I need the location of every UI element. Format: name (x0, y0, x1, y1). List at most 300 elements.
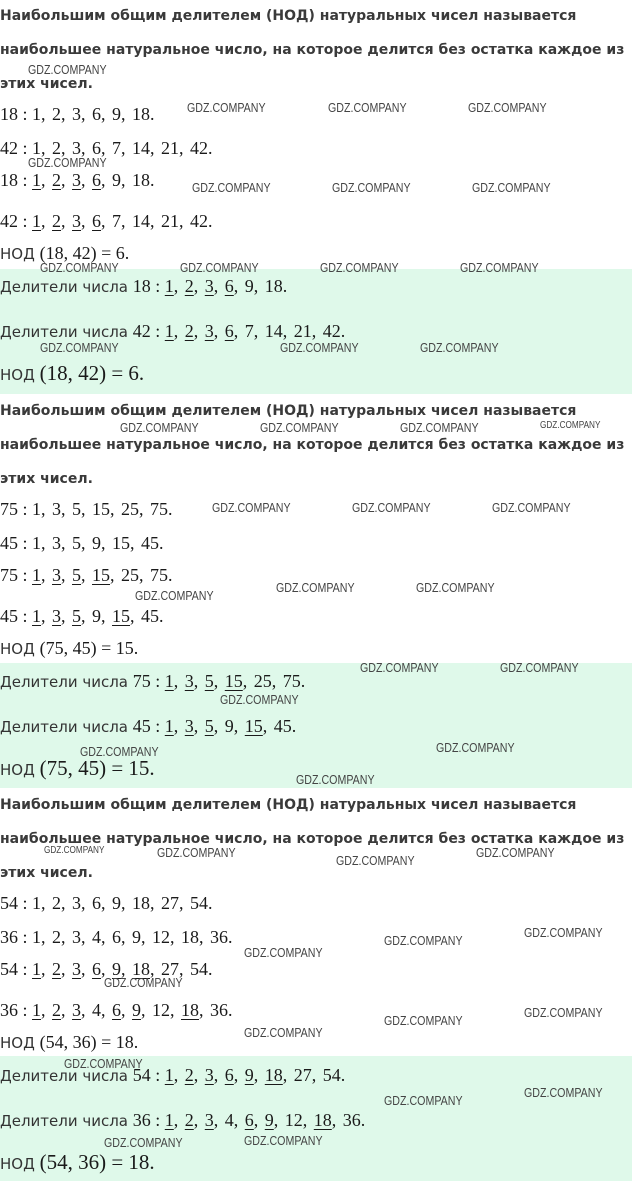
comma: , (121, 104, 131, 124)
common-divisors-a-divisor: 1 (32, 170, 42, 190)
common-divisors-b-divisor: 1 (32, 1000, 42, 1020)
answer-divisors-a-divisor: 1 (164, 671, 174, 691)
comma: , (101, 138, 111, 158)
period: . (159, 606, 164, 626)
comma: , (233, 321, 243, 341)
comma: , (41, 959, 51, 979)
watermark: GDZ.COMPANY (540, 420, 601, 431)
common-divisors-b-divisor: 2 (52, 211, 62, 231)
comma: , (81, 565, 91, 585)
comma: , (81, 170, 91, 190)
period: . (168, 499, 173, 519)
comma: , (253, 276, 263, 296)
answer-divisors-a-divisor: 1 (164, 1065, 174, 1085)
watermark: GDZ.COMPANY (220, 692, 299, 707)
number: 54 : (0, 893, 33, 913)
period: . (228, 1000, 233, 1020)
common-divisors-b-line (0, 1000, 233, 1021)
divisors-a-line (0, 893, 213, 914)
common-divisors-b-line (0, 211, 213, 232)
common-divisors-a-divisor: 1 (32, 959, 42, 979)
divisors-label: Делители числа (0, 1112, 133, 1130)
comma: , (141, 927, 151, 947)
comma: , (253, 1110, 263, 1130)
comma: , (81, 104, 91, 124)
watermark: GDZ.COMPANY (192, 180, 271, 195)
common-divisors-b-divisor: 3 (72, 211, 82, 231)
answer-divisors-b-divisor: 1 (164, 1110, 174, 1130)
divisors-a-divisor: 2 (52, 104, 62, 124)
watermark: GDZ.COMPANY (476, 845, 555, 860)
divisors-a-divisor: 18 (132, 893, 151, 913)
comma: , (173, 321, 183, 341)
comma: , (121, 211, 131, 231)
common-divisors-a-divisor: 9 (112, 959, 122, 979)
divisors-b-divisor: 15 (112, 533, 131, 553)
watermark: GDZ.COMPANY (104, 975, 183, 990)
divisors-b-divisor: 4 (92, 927, 102, 947)
comma: , (150, 211, 160, 231)
divisors-label: Делители числа (0, 1067, 133, 1085)
divisors-a-divisor: 54 (190, 893, 209, 913)
divisors-label: Делители числа (0, 278, 133, 296)
divisors-b-divisor: 18 (181, 927, 200, 947)
watermark: GDZ.COMPANY (135, 588, 214, 603)
comma: , (242, 671, 252, 691)
divisors-a-divisor: 75 (150, 499, 169, 519)
comma: , (253, 1065, 263, 1085)
definition-text: Наибольшим общим делителем (НОД) натуральных чисел называется (0, 403, 577, 419)
watermark: GDZ.COMPANY (260, 420, 339, 435)
watermark: GDZ.COMPANY (524, 925, 603, 940)
common-divisors-a-divisor: 3 (72, 170, 82, 190)
comma: , (139, 499, 149, 519)
answer-divisors-b-divisor: 45 (273, 716, 292, 736)
divisors-b-divisor: 2 (52, 138, 62, 158)
comma: , (150, 959, 160, 979)
comma: , (61, 893, 71, 913)
period: . (340, 321, 346, 341)
number: 42 : (132, 321, 165, 341)
common-divisors-b-divisor: 7 (112, 211, 122, 231)
number: 75 : (0, 565, 33, 585)
comma: , (61, 499, 71, 519)
divisors-b-divisor: 6 (92, 138, 102, 158)
answer-divisors-a-divisor: 2 (184, 1065, 194, 1085)
answer-divisors-a-divisor: 3 (184, 671, 194, 691)
comma: , (101, 104, 111, 124)
answer-divisors-b-divisor: 18 (313, 1110, 332, 1130)
number: 75 : (0, 499, 33, 519)
answer-divisors-b-divisor: 2 (184, 321, 194, 341)
gcd-answer: (54, 36) = 18. (39, 1150, 155, 1174)
number: 75 : (132, 671, 165, 691)
comma: , (179, 893, 189, 913)
divisors-b-divisor: 1 (32, 533, 42, 553)
comma: , (193, 716, 203, 736)
common-divisors-a-divisor: 25 (121, 565, 140, 585)
answer-gcd-line (0, 361, 144, 386)
answer-divisors-b-divisor: 21 (293, 321, 312, 341)
watermark: GDZ.COMPANY (460, 260, 539, 275)
watermark: GDZ.COMPANY (328, 100, 407, 115)
divisors-b-divisor: 1 (32, 138, 42, 158)
common-divisors-b-divisor: 9 (92, 606, 102, 626)
answer-gcd-line (0, 756, 155, 781)
period: . (208, 893, 213, 913)
comma: , (121, 1000, 131, 1020)
answer-divisors-a-divisor: 3 (204, 1065, 214, 1085)
divisors-a-divisor: 3 (52, 499, 62, 519)
answer-divisors-b-divisor: 3 (204, 321, 214, 341)
watermark: GDZ.COMPANY (64, 1056, 143, 1071)
divisors-a-divisor: 3 (72, 893, 82, 913)
watermark: GDZ.COMPANY (40, 260, 119, 275)
answer-divisors-a-divisor: 9 (244, 276, 254, 296)
comma: , (81, 606, 91, 626)
comma: , (130, 606, 140, 626)
divisors-a-divisor: 27 (161, 893, 180, 913)
comma: , (101, 1000, 111, 1020)
comma: , (81, 533, 91, 553)
comma: , (41, 1000, 51, 1020)
comma: , (101, 211, 111, 231)
comma: , (61, 1000, 71, 1020)
common-divisors-a-divisor: 18 (132, 959, 151, 979)
common-divisors-a-divisor: 6 (92, 170, 102, 190)
watermark: GDZ.COMPANY (360, 660, 439, 675)
common-divisors-b-divisor: 36 (210, 1000, 229, 1020)
definition-text: этих чисел. (0, 471, 93, 487)
watermark: GDZ.COMPANY (212, 500, 291, 515)
number: 18 : (0, 104, 33, 124)
comma: , (61, 927, 71, 947)
answer-divisors-a-line (0, 671, 305, 692)
comma: , (81, 138, 91, 158)
divisors-b-divisor: 2 (52, 927, 62, 947)
comma: , (170, 927, 180, 947)
comma: , (41, 606, 51, 626)
common-divisors-b-divisor: 3 (52, 606, 62, 626)
comma: , (61, 959, 71, 979)
definition-text: этих чисел. (0, 76, 93, 92)
comma: , (173, 276, 183, 296)
watermark: GDZ.COMPANY (28, 62, 107, 77)
common-divisors-a-line (0, 170, 155, 191)
period: . (228, 927, 233, 947)
comma: , (110, 499, 120, 519)
comma: , (179, 138, 189, 158)
comma: , (150, 893, 160, 913)
answer-divisors-a-line (0, 276, 287, 297)
divisors-a-divisor: 1 (32, 893, 42, 913)
comma: , (81, 211, 91, 231)
comma: , (41, 893, 51, 913)
definition-text: наибольшее натуральное число, на которое делится без остатка каждое из (0, 42, 625, 58)
period: . (150, 170, 155, 190)
divisors-b-divisor: 5 (72, 533, 82, 553)
definition-text: наибольшее натуральное число, на которое делится без остатка каждое из (0, 831, 625, 847)
number: 45 : (0, 606, 33, 626)
common-divisors-b-divisor: 2 (52, 1000, 62, 1020)
period: . (208, 959, 213, 979)
watermark: GDZ.COMPANY (336, 853, 415, 868)
divisors-b-divisor: 45 (141, 533, 160, 553)
comma: , (213, 716, 223, 736)
divisors-b-divisor: 3 (72, 927, 82, 947)
watermark: GDZ.COMPANY (332, 180, 411, 195)
divisors-a-line (0, 499, 173, 520)
common-divisors-a-divisor: 54 (190, 959, 209, 979)
comma: , (121, 893, 131, 913)
divisors-a-divisor: 5 (72, 499, 82, 519)
comma: , (101, 170, 111, 190)
comma: , (61, 211, 71, 231)
comma: , (101, 893, 111, 913)
comma: , (271, 671, 281, 691)
answer-divisors-a-divisor: 6 (224, 1065, 234, 1085)
comma: , (213, 671, 223, 691)
watermark: GDZ.COMPANY (472, 180, 551, 195)
comma: , (173, 716, 183, 736)
gcd-args: (54, 36) = 18. (39, 1032, 139, 1052)
watermark: GDZ.COMPANY (416, 580, 495, 595)
comma: , (233, 716, 243, 736)
divisors-b-divisor: 42 (190, 138, 209, 158)
answer-divisors-b-divisor: 1 (164, 716, 174, 736)
answer-divisors-b-divisor: 36 (342, 1110, 361, 1130)
divisors-b-divisor: 21 (161, 138, 180, 158)
watermark: GDZ.COMPANY (384, 1013, 463, 1028)
comma: , (61, 138, 71, 158)
comma: , (311, 1065, 321, 1085)
divisors-b-divisor: 36 (210, 927, 229, 947)
answer-divisors-a-divisor: 18 (264, 276, 283, 296)
comma: , (61, 606, 71, 626)
comma: , (61, 565, 71, 585)
comma: , (121, 927, 131, 947)
comma: , (170, 1000, 180, 1020)
gcd-answer: (18, 42) = 6. (39, 361, 145, 385)
answer-divisors-b-divisor: 15 (244, 716, 263, 736)
watermark: GDZ.COMPANY (400, 420, 479, 435)
divisors-b-divisor: 3 (52, 533, 62, 553)
answer-divisors-a-divisor: 2 (184, 276, 194, 296)
comma: , (101, 927, 111, 947)
gcd-label: НОД (0, 366, 40, 384)
comma: , (41, 104, 51, 124)
watermark: GDZ.COMPANY (468, 100, 547, 115)
divisors-b-line (0, 533, 164, 554)
comma: , (179, 211, 189, 231)
number: 42 : (0, 138, 33, 158)
common-divisors-b-divisor: 21 (161, 211, 180, 231)
watermark: GDZ.COMPANY (436, 740, 515, 755)
comma: , (41, 533, 51, 553)
gcd-label: НОД (0, 640, 40, 658)
comma: , (61, 533, 71, 553)
watermark: GDZ.COMPANY (244, 945, 323, 960)
watermark: GDZ.COMPANY (120, 420, 199, 435)
answer-divisors-b-divisor: 4 (224, 1110, 234, 1130)
common-divisors-b-line (0, 606, 164, 627)
period: . (208, 211, 213, 231)
comma: , (61, 104, 71, 124)
number: 42 : (0, 211, 33, 231)
answer-divisors-b-divisor: 5 (204, 716, 214, 736)
watermark: GDZ.COMPANY (320, 260, 399, 275)
gcd-line (0, 1032, 138, 1053)
comma: , (193, 1110, 203, 1130)
answer-divisors-a-divisor: 18 (264, 1065, 283, 1085)
divisors-a-divisor: 1 (32, 499, 42, 519)
answer-divisors-b-line (0, 321, 345, 342)
comma: , (193, 321, 203, 341)
watermark: GDZ.COMPANY (244, 1133, 323, 1148)
comma: , (173, 1110, 183, 1130)
comma: , (110, 565, 120, 585)
divisors-b-divisor: 12 (152, 927, 171, 947)
divisors-a-divisor: 2 (52, 893, 62, 913)
divisors-label: Делители числа (0, 718, 133, 736)
divisors-a-divisor: 9 (112, 104, 122, 124)
watermark: GDZ.COMPANY (180, 260, 259, 275)
divisors-a-divisor: 25 (121, 499, 140, 519)
answer-divisors-b-divisor: 3 (184, 716, 194, 736)
divisors-b-divisor: 9 (132, 927, 142, 947)
period: . (340, 1065, 346, 1085)
comma: , (101, 959, 111, 979)
number: 45 : (132, 716, 165, 736)
answer-divisors-a-line (0, 1065, 345, 1086)
watermark: GDZ.COMPANY (384, 933, 463, 948)
number: 54 : (0, 959, 33, 979)
comma: , (81, 893, 91, 913)
period: . (208, 138, 213, 158)
divisors-label: Делители числа (0, 673, 133, 691)
divisors-b-line (0, 927, 233, 948)
comma: , (41, 565, 51, 585)
answer-divisors-b-line (0, 1110, 365, 1131)
answer-divisors-a-divisor: 75 (282, 671, 301, 691)
comma: , (193, 671, 203, 691)
comma: , (141, 1000, 151, 1020)
watermark: GDZ.COMPANY (187, 100, 266, 115)
watermark: GDZ.COMPANY (384, 1093, 463, 1108)
comma: , (282, 1065, 292, 1085)
definition-text: этих чисел. (0, 865, 93, 881)
watermark: GDZ.COMPANY (244, 1025, 323, 1040)
answer-divisors-b-line (0, 716, 296, 737)
answer-divisors-b-divisor: 6 (244, 1110, 254, 1130)
divisors-b-divisor: 6 (112, 927, 122, 947)
divisors-a-divisor: 9 (112, 893, 122, 913)
definition-text: Наибольшим общим делителем (НОД) натуральных чисел называется (0, 797, 577, 813)
divisors-b-divisor: 14 (132, 138, 151, 158)
common-divisors-b-divisor: 15 (112, 606, 131, 626)
answer-divisors-b-divisor: 42 (322, 321, 341, 341)
common-divisors-b-divisor: 14 (132, 211, 151, 231)
solution-section (0, 0, 632, 394)
comma: , (282, 321, 292, 341)
comma: , (121, 170, 131, 190)
comma: , (41, 927, 51, 947)
comma: , (101, 533, 111, 553)
answer-divisors-a-divisor: 1 (164, 276, 174, 296)
watermark: GDZ.COMPANY (352, 500, 431, 515)
gcd-label: НОД (0, 1155, 40, 1173)
number: 18 : (132, 276, 165, 296)
common-divisors-a-line (0, 565, 173, 586)
common-divisors-b-divisor: 9 (132, 1000, 142, 1020)
comma: , (302, 1110, 312, 1130)
comma: , (311, 321, 321, 341)
divisors-b-divisor: 7 (112, 138, 122, 158)
common-divisors-b-divisor: 12 (152, 1000, 171, 1020)
common-divisors-a-divisor: 9 (112, 170, 122, 190)
gcd-label: НОД (0, 1034, 40, 1052)
divisors-b-divisor: 3 (72, 138, 82, 158)
comma: , (173, 671, 183, 691)
divisors-a-line (0, 104, 155, 125)
comma: , (213, 1110, 223, 1130)
comma: , (81, 1000, 91, 1020)
answer-divisors-b-divisor: 2 (184, 1110, 194, 1130)
watermark: GDZ.COMPANY (500, 660, 579, 675)
comma: , (41, 211, 51, 231)
divisors-a-divisor: 6 (92, 893, 102, 913)
comma: , (213, 1065, 223, 1085)
comma: , (233, 1065, 243, 1085)
divisors-a-divisor: 1 (32, 104, 42, 124)
comma: , (179, 959, 189, 979)
common-divisors-b-divisor: 6 (112, 1000, 122, 1020)
common-divisors-b-divisor: 18 (181, 1000, 200, 1020)
period: . (360, 1110, 366, 1130)
answer-divisors-a-divisor: 6 (224, 276, 234, 296)
comma: , (331, 1110, 341, 1130)
number: 36 : (0, 927, 33, 947)
answer-divisors-b-divisor: 6 (224, 321, 234, 341)
comma: , (121, 138, 131, 158)
number: 36 : (132, 1110, 165, 1130)
comma: , (81, 927, 91, 947)
answer-divisors-b-divisor: 3 (204, 1110, 214, 1130)
comma: , (101, 606, 111, 626)
answer-divisors-b-divisor: 9 (264, 1110, 274, 1130)
period: . (168, 565, 173, 585)
watermark: GDZ.COMPANY (524, 1005, 603, 1020)
comma: , (121, 959, 131, 979)
period: . (282, 276, 288, 296)
watermark: GDZ.COMPANY (420, 340, 499, 355)
common-divisors-b-divisor: 1 (32, 606, 42, 626)
common-divisors-b-divisor: 6 (92, 211, 102, 231)
period: . (159, 533, 164, 553)
common-divisors-a-divisor: 2 (52, 170, 62, 190)
gcd-label: НОД (0, 245, 40, 263)
comma: , (273, 1110, 283, 1130)
divisors-b-divisor: 1 (32, 927, 42, 947)
comma: , (213, 276, 223, 296)
gcd-answer: (75, 45) = 15. (39, 756, 155, 780)
gcd-label: НОД (0, 761, 40, 779)
gcd-line (0, 638, 138, 659)
number: 45 : (0, 533, 33, 553)
comma: , (41, 138, 51, 158)
watermark: GDZ.COMPANY (280, 340, 359, 355)
answer-divisors-b-divisor: 7 (244, 321, 254, 341)
